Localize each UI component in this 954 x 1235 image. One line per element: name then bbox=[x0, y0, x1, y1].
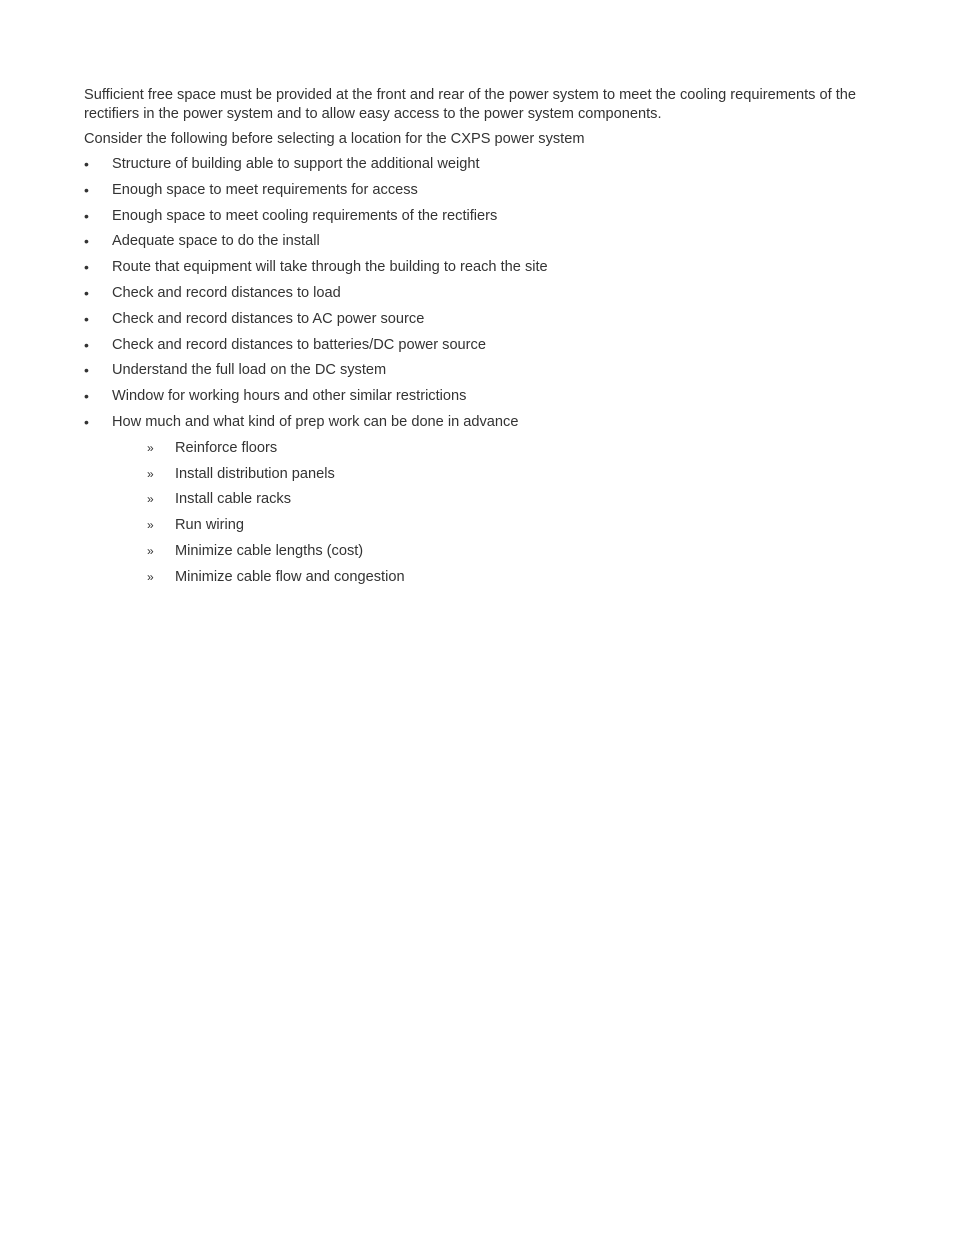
list-item-text: Check and record distances to batteries/DC power source bbox=[112, 336, 486, 353]
list-item-text: Enough space to meet requirements for access bbox=[112, 181, 418, 198]
list-item bbox=[84, 258, 884, 277]
bullet-icon: • bbox=[84, 362, 89, 379]
list-item-text: How much and what kind of prep work can be done in advance bbox=[112, 413, 519, 430]
list-item bbox=[84, 207, 884, 226]
sub-list-item-text: Run wiring bbox=[175, 517, 244, 534]
chevron-right-icon: » bbox=[147, 518, 154, 533]
list-item-text: Structure of building able to support the additional weight bbox=[112, 156, 480, 172]
sub-list-item-text: Minimize cable flow and congestion bbox=[175, 568, 405, 585]
bullet-icon: • bbox=[84, 259, 89, 276]
chevron-right-icon: » bbox=[147, 492, 154, 507]
list-item bbox=[84, 284, 884, 303]
list-item bbox=[84, 310, 884, 329]
bullet-icon: • bbox=[84, 207, 89, 224]
chevron-right-icon: » bbox=[147, 543, 154, 558]
list-item-text: Window for working hours and other similar restrictions bbox=[112, 388, 467, 405]
chevron-right-icon: » bbox=[147, 466, 154, 481]
bullet-icon: • bbox=[84, 336, 89, 353]
list-item-text: Check and record distances to load bbox=[112, 284, 341, 301]
sub-list-item bbox=[84, 465, 884, 484]
list-item-text: Route that equipment will take through the building to reach the site bbox=[112, 259, 548, 276]
list-item-text: Enough space to meet cooling requirements of the rectifiers bbox=[112, 207, 498, 224]
bullet-icon: • bbox=[84, 233, 89, 250]
document-page bbox=[84, 86, 884, 594]
intro-lead-in: Consider the following before selecting a location for the CXPS power system bbox=[84, 131, 585, 147]
sub-list-item bbox=[84, 490, 884, 509]
list-item-text: Check and record distances to AC power source bbox=[112, 310, 425, 327]
list-item bbox=[84, 232, 884, 251]
intro-paragraph: Sufficient free space must be provided at the front and rear of the power system to meet the cooling requirements of the rectifiers in the power system and to allow easy access to the power system components. bbox=[84, 87, 857, 122]
prep-work-sublist bbox=[84, 439, 884, 587]
sub-list-item bbox=[84, 542, 884, 561]
chevron-right-icon: » bbox=[147, 569, 154, 584]
bullet-icon: • bbox=[84, 284, 89, 301]
list-item bbox=[84, 181, 884, 200]
list-item-text: Understand the full load on the DC system bbox=[112, 362, 387, 379]
list-item bbox=[84, 413, 884, 432]
bullet-icon: • bbox=[84, 181, 89, 198]
sub-list-item-text: Reinforce floors bbox=[175, 439, 278, 456]
sub-list-item bbox=[84, 568, 884, 587]
bullet-icon: • bbox=[84, 310, 89, 327]
chevron-right-icon: » bbox=[147, 440, 154, 455]
list-item bbox=[84, 155, 884, 174]
list-item bbox=[84, 336, 884, 355]
considerations-list bbox=[84, 155, 884, 432]
sub-list-item bbox=[84, 439, 884, 458]
list-item-text: Adequate space to do the install bbox=[112, 233, 320, 250]
sub-list-item-text: Install distribution panels bbox=[175, 465, 335, 482]
sub-list-item bbox=[84, 516, 884, 535]
sub-list-item-text: Minimize cable lengths (cost) bbox=[175, 542, 364, 559]
bullet-icon: • bbox=[84, 388, 89, 405]
list-item bbox=[84, 387, 884, 406]
bullet-icon: • bbox=[84, 156, 89, 172]
bullet-icon: • bbox=[84, 413, 89, 430]
list-item bbox=[84, 361, 884, 380]
sub-list-item-text: Install cable racks bbox=[175, 491, 291, 508]
